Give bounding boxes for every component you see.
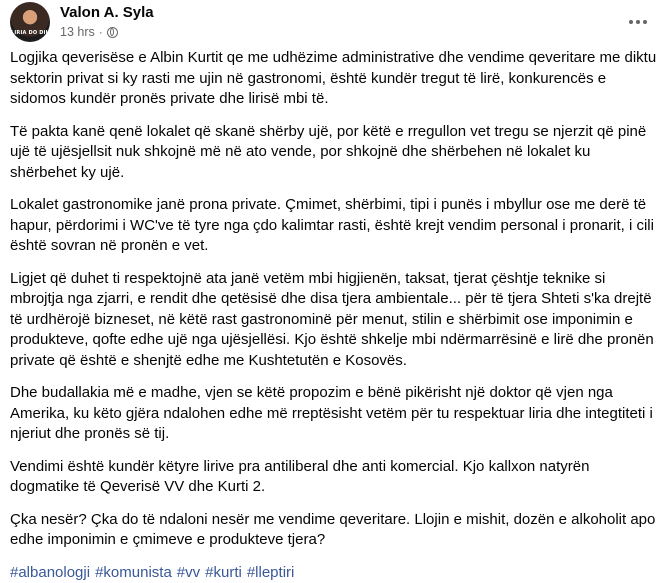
more-dot-icon [643,20,647,24]
post-paragraph-6: Vendimi është kundër këtyre lirive pra antiliberal dhe anti komercial. Kjo kallxon natyrën dogmatike të Qeverisë VV dhe Kurti 2. [10,457,590,495]
avatar-label: LIRIA DO DIL [10,30,50,36]
post-paragraph-2: Të pakta kanë qenë lokalet që skanë shërby ujë, por këtë e rregullon vet tregu se njerzit që pinë ujë të ujësjellsit nuk shkojnë më në ato vende, por shkojnë dhe shërbehen në lokalet ku shërbehet ky ujë. [10,122,647,181]
hashtag-komunista[interactable]: #komunista [95,563,172,581]
post-body [6,48,657,583]
hashtag-kurti[interactable]: #kurti [205,563,242,581]
post-paragraph-7: Çka nesër? Çka do të ndaloni nesër me vendime qeveritare. Llojin e mishit, dozën e alkoholit apo edhe imponimin e çmimeve e produkteve tjera? [10,510,656,548]
post-paragraph-4: Ligjet që duhet ti respektojnë ata janë vetëm mbi higjienën, taksat, tjerat çështje teknike si mbrojtja nga zjarri, e rendit dhe qetësisë dhe disa tjera ambientale... për të tjera Shteti s'ka drejtë të urdhërojë bizneset, në këtë rast gastronominë për menut, stilin e shërbimit ose imponimin e produkteve, qofte edhe ujë nga ujësjellësi. Kjo është shkelje mbi ndërmarrësinë e lirë dhe pronën private që është e shenjtë edhe me Kushtetutën e Kosovës. [10,269,654,369]
hashtag-list [10,563,657,583]
hashtag-vv[interactable]: #vv [176,563,201,581]
post-paragraph-3: Lokalet gastronomike janë prona private. Çmimet, shërbimi, tipi i punës i mbyllur ose me derë të hapur, përdorimi i WC've të tyre nga çdo kalimtar rasti, është krejt vendim personal i pronarit, i cili është sovran në pronën e vet. [10,196,654,254]
post-paragraph-1: Logjika qeverisëse e Albin Kurtit qe me udhëzime administrative dhe vendime qeveritare me diktu sektorin privat si ky rasti me ujin në gastronomi, është kundër tregut të lirë, konkurencës e sidomos kundër pronës private dhe lirisë mbi të. [10,49,657,107]
avatar[interactable] [10,2,50,42]
more-options-button[interactable] [623,10,653,34]
more-dot-icon [629,20,633,24]
post-time[interactable]: 13 hrs [60,25,95,39]
hashtag-albanologji[interactable]: #albanologji [10,563,91,581]
meta-separator: · [98,25,103,39]
post-header [6,0,657,48]
post-meta [60,25,118,39]
post-paragraph-5: Dhe budallakia më e madhe, vjen se këtë propozim e bënë pikërisht një doktor që vjen nga Amerika, ku këto gjëra ndalohen edhe më rreptësisht vetëm për tu respektuar liria dhe integtiteti i njeriut dhe pronës së tij. [10,384,653,442]
more-dot-icon [636,20,640,24]
hashtag-lleptiri[interactable]: #lleptiri [246,563,295,581]
globe-icon[interactable] [107,27,118,38]
author-name[interactable]: Valon A. Syla [60,4,154,21]
